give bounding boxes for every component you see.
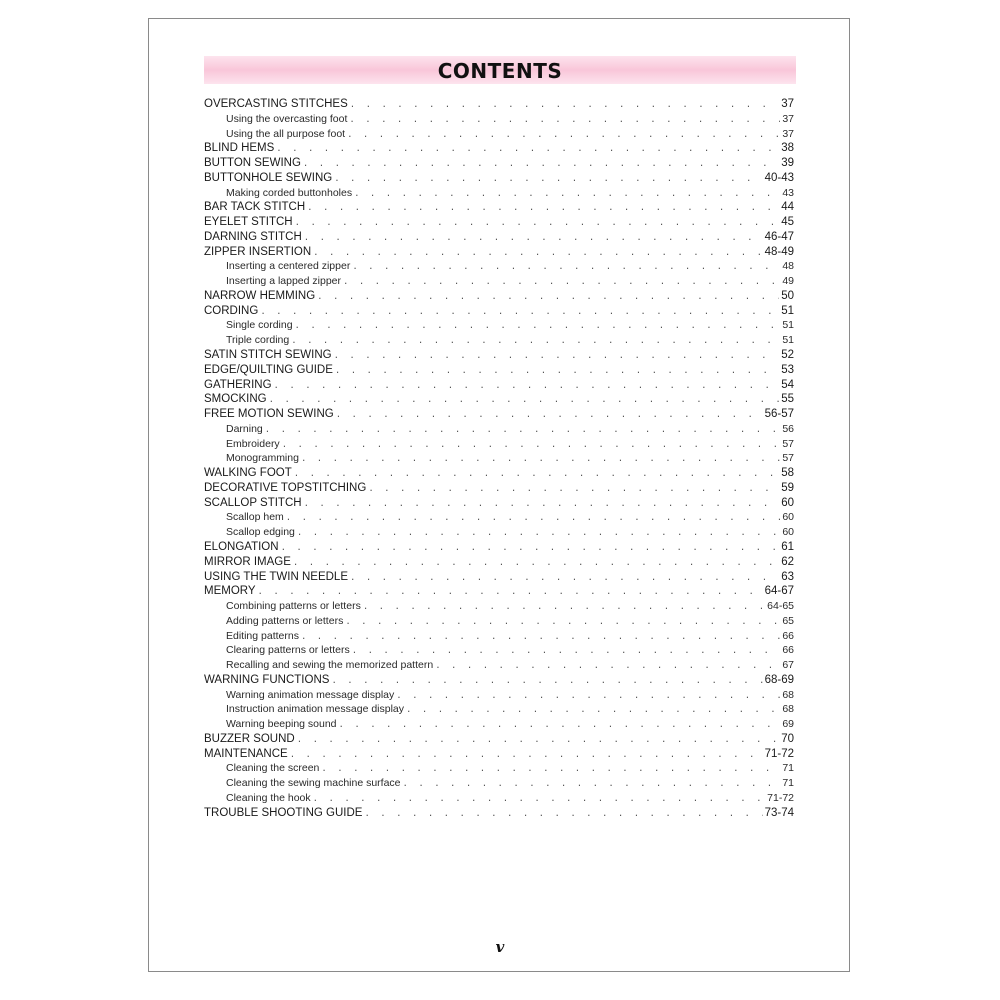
toc-entry-title: Inserting a centered zipper	[226, 260, 351, 273]
toc-entry-title: TROUBLE SHOOTING GUIDE	[204, 806, 363, 819]
toc-entry	[204, 732, 794, 747]
table-of-contents	[204, 97, 794, 821]
toc-page-number: 65	[782, 614, 794, 627]
toc-dot-leader	[269, 393, 780, 408]
toc-page-number: 56	[782, 422, 794, 435]
toc-page-number: 69	[782, 718, 794, 731]
page-number: v	[495, 938, 505, 956]
toc-entry-title: BUZZER SOUND	[204, 732, 295, 745]
toc-dot-leader	[354, 187, 780, 202]
toc-dot-leader	[334, 172, 762, 187]
toc-subentry	[204, 643, 794, 658]
toc-entry-title: MEMORY	[204, 585, 256, 598]
toc-page-number: 52	[781, 349, 794, 362]
toc-subentry	[204, 333, 794, 348]
toc-dot-leader	[303, 157, 779, 172]
toc-page-number: 55	[781, 393, 794, 406]
toc-entry	[204, 156, 794, 171]
toc-entry-title: Warning animation message display	[226, 688, 395, 701]
toc-page-number: 71	[782, 762, 794, 775]
toc-page-number: 71-72	[767, 791, 794, 804]
toc-page-number: 39	[781, 157, 794, 170]
toc-entry-title: CORDING	[204, 304, 259, 317]
toc-subentry	[204, 422, 794, 437]
toc-entry-title: MIRROR IMAGE	[204, 555, 291, 568]
toc-entry-title: Single cording	[226, 319, 293, 332]
toc-dot-leader	[396, 689, 780, 704]
toc-entry-title: WALKING FOOT	[204, 467, 292, 480]
toc-entry-title: Combining patterns or letters	[226, 600, 361, 613]
toc-entry-title: SCALLOP STITCH	[204, 496, 302, 509]
toc-dot-leader	[307, 201, 779, 216]
toc-dot-leader	[364, 807, 762, 822]
toc-dot-leader	[343, 275, 780, 290]
toc-dot-leader	[345, 615, 780, 630]
toc-entry	[204, 570, 794, 585]
toc-entry	[204, 496, 794, 511]
toc-dot-leader	[295, 319, 781, 334]
toc-entry-title: GATHERING	[204, 378, 272, 391]
toc-entry-title: BLIND HEMS	[204, 142, 275, 155]
toc-entry-title: BUTTONHOLE SEWING	[204, 171, 333, 184]
toc-entry	[204, 747, 794, 762]
toc-dot-leader	[403, 777, 781, 792]
toc-entry	[204, 407, 794, 422]
toc-entry-title: DECORATIVE TOPSTITCHING	[204, 481, 367, 494]
toc-page-number: 51	[782, 334, 794, 347]
toc-entry-title: FREE MOTION SEWING	[204, 408, 334, 421]
toc-entry-title: Monogramming	[226, 452, 299, 465]
toc-entry	[204, 141, 794, 156]
toc-dot-leader	[339, 718, 781, 733]
toc-dot-leader	[317, 290, 779, 305]
toc-page-number: 68-69	[764, 673, 794, 686]
toc-page-number: 64-67	[764, 585, 794, 598]
toc-subentry	[204, 318, 794, 333]
toc-subentry	[204, 599, 794, 614]
toc-entry-title: Making corded buttonholes	[226, 186, 353, 199]
toc-subentry	[204, 451, 794, 466]
toc-entry	[204, 584, 794, 599]
toc-dot-leader	[363, 600, 765, 615]
toc-entry-title: Recalling and sewing the memorized pattern	[226, 659, 434, 672]
toc-entry	[204, 289, 794, 304]
toc-entry	[204, 540, 794, 555]
toc-entry	[204, 378, 794, 393]
toc-page-number: 51	[782, 319, 794, 332]
toc-page-number: 48-49	[764, 245, 794, 258]
toc-page-number: 64-65	[767, 600, 794, 613]
toc-page-number: 60	[782, 526, 794, 539]
toc-dot-leader	[295, 216, 780, 231]
toc-page-number: 67	[782, 659, 794, 672]
toc-dot-leader	[260, 305, 779, 320]
toc-page-number: 68	[782, 703, 794, 716]
toc-subentry	[204, 688, 794, 703]
toc-page-number: 59	[781, 481, 794, 494]
toc-dot-leader	[406, 703, 780, 718]
toc-entry-title: Warning beeping sound	[226, 718, 337, 731]
toc-subentry	[204, 525, 794, 540]
toc-entry-title: Embroidery	[226, 437, 280, 450]
toc-entry-title: Editing patterns	[226, 629, 299, 642]
toc-page-number: 63	[781, 570, 794, 583]
toc-dot-leader	[336, 408, 763, 423]
toc-entry-title: Inserting a lapped zipper	[226, 275, 341, 288]
toc-entry	[204, 392, 794, 407]
toc-dot-leader	[350, 571, 779, 586]
toc-page-number: 37	[782, 127, 794, 140]
toc-entry	[204, 230, 794, 245]
toc-page-number: 60	[782, 511, 794, 524]
toc-subentry	[204, 702, 794, 717]
toc-page-number: 49	[782, 275, 794, 288]
toc-page-number: 60	[781, 496, 794, 509]
toc-page-number: 57	[782, 452, 794, 465]
toc-entry-title: BAR TACK STITCH	[204, 201, 306, 214]
toc-subentry	[204, 112, 794, 127]
toc-page-number: 48	[782, 260, 794, 273]
toc-dot-leader	[290, 748, 763, 763]
toc-subentry	[204, 776, 794, 791]
toc-entry-title: ELONGATION	[204, 540, 279, 553]
toc-entry	[204, 215, 794, 230]
toc-entry-title: Darning	[226, 422, 263, 435]
toc-entry-title: Cleaning the hook	[226, 791, 311, 804]
toc-entry	[204, 481, 794, 496]
toc-dot-leader	[368, 482, 779, 497]
toc-dot-leader	[352, 644, 781, 659]
toc-subentry	[204, 186, 794, 201]
toc-dot-leader	[301, 630, 780, 645]
toc-dot-leader	[276, 142, 779, 157]
toc-entry-title: DARNING STITCH	[204, 230, 302, 243]
toc-page-number: 58	[781, 467, 794, 480]
toc-entry-title: WARNING FUNCTIONS	[204, 673, 330, 686]
toc-entry-title: ZIPPER INSERTION	[204, 245, 312, 258]
toc-subentry	[204, 437, 794, 452]
toc-dot-leader	[265, 423, 781, 438]
toc-page-number: 66	[782, 629, 794, 642]
toc-entry-title: Instruction animation message display	[226, 703, 405, 716]
toc-dot-leader	[435, 659, 780, 674]
toc-entry-title: Adding patterns or letters	[226, 614, 344, 627]
toc-subentry	[204, 629, 794, 644]
toc-page-number: 53	[781, 363, 794, 376]
toc-subentry	[204, 510, 794, 525]
toc-page-number: 46-47	[764, 230, 794, 243]
toc-entry-title: Using the overcasting foot	[226, 112, 348, 125]
toc-page-number: 57	[782, 437, 794, 450]
page-title: CONTENTS	[437, 59, 563, 83]
toc-page-number: 61	[781, 540, 794, 553]
toc-dot-leader	[291, 334, 780, 349]
toc-subentry	[204, 127, 794, 142]
toc-entry-title: Cleaning the sewing machine surface	[226, 777, 401, 790]
toc-dot-leader	[304, 231, 763, 246]
toc-dot-leader	[350, 98, 779, 113]
toc-entry-title: Triple cording	[226, 334, 290, 347]
toc-entry-title: Scallop edging	[226, 526, 295, 539]
toc-entry-title: Clearing patterns or letters	[226, 644, 350, 657]
toc-page-number: 70	[781, 732, 794, 745]
toc-subentry	[204, 259, 794, 274]
toc-entry	[204, 363, 794, 378]
toc-dot-leader	[352, 260, 780, 275]
toc-entry	[204, 555, 794, 570]
toc-dot-leader	[349, 113, 780, 128]
toc-dot-leader	[294, 467, 779, 482]
toc-entry-title: SATIN STITCH SEWING	[204, 349, 332, 362]
toc-entry	[204, 466, 794, 481]
toc-subentry	[204, 791, 794, 806]
toc-page-number: 45	[781, 216, 794, 229]
toc-subentry	[204, 274, 794, 289]
toc-page-number: 73-74	[764, 806, 794, 819]
toc-dot-leader	[297, 733, 779, 748]
toc-dot-leader	[313, 792, 765, 807]
toc-entry	[204, 806, 794, 821]
toc-subentry	[204, 658, 794, 673]
toc-entry	[204, 171, 794, 186]
toc-page-number: 68	[782, 688, 794, 701]
toc-page-number: 62	[781, 555, 794, 568]
toc-dot-leader	[347, 128, 780, 143]
toc-entry	[204, 200, 794, 215]
toc-entry	[204, 673, 794, 688]
toc-entry-title: EYELET STITCH	[204, 216, 293, 229]
toc-page-number: 51	[781, 304, 794, 317]
toc-entry-title: EDGE/QUILTING GUIDE	[204, 363, 333, 376]
toc-page-number: 38	[781, 142, 794, 155]
toc-dot-leader	[313, 246, 762, 261]
toc-dot-leader	[304, 497, 780, 512]
toc-page-number: 37	[781, 98, 794, 110]
toc-subentry	[204, 761, 794, 776]
toc-entry	[204, 348, 794, 363]
toc-entry-title: Scallop hem	[226, 511, 284, 524]
toc-entry-title: OVERCASTING STITCHES	[204, 98, 348, 110]
toc-entry-title: NARROW HEMMING	[204, 289, 316, 302]
toc-dot-leader	[293, 556, 779, 571]
toc-subentry	[204, 717, 794, 732]
toc-page-number: 66	[782, 644, 794, 657]
toc-dot-leader	[286, 511, 781, 526]
toc-entry-title: Using the all purpose foot	[226, 127, 346, 140]
toc-dot-leader	[321, 762, 780, 777]
toc-dot-leader	[274, 379, 780, 394]
toc-dot-leader	[258, 585, 763, 600]
toc-page-number: 56-57	[764, 408, 794, 421]
toc-dot-leader	[301, 452, 780, 467]
toc-page-number: 40-43	[764, 171, 794, 184]
toc-subentry	[204, 614, 794, 629]
toc-dot-leader	[331, 674, 762, 689]
toc-entry-title: Cleaning the screen	[226, 762, 320, 775]
toc-dot-leader	[297, 526, 780, 541]
toc-page-number: 43	[782, 186, 794, 199]
toc-entry-title: USING THE TWIN NEEDLE	[204, 570, 348, 583]
toc-entry-title: MAINTENANCE	[204, 747, 288, 760]
toc-page-number: 71	[782, 777, 794, 790]
toc-entry	[204, 245, 794, 260]
toc-page-number: 50	[781, 289, 794, 302]
toc-dot-leader	[335, 364, 779, 379]
toc-entry	[204, 97, 794, 112]
toc-dot-leader	[334, 349, 780, 364]
toc-page-number: 44	[781, 201, 794, 214]
toc-dot-leader	[281, 541, 780, 556]
toc-entry-title: BUTTON SEWING	[204, 157, 301, 170]
toc-entry	[204, 304, 794, 319]
toc-entry-title: SMOCKING	[204, 393, 267, 406]
toc-page-number: 54	[781, 378, 794, 391]
toc-page-number: 71-72	[764, 747, 794, 760]
toc-page-number: 37	[782, 112, 794, 125]
toc-dot-leader	[282, 438, 781, 453]
